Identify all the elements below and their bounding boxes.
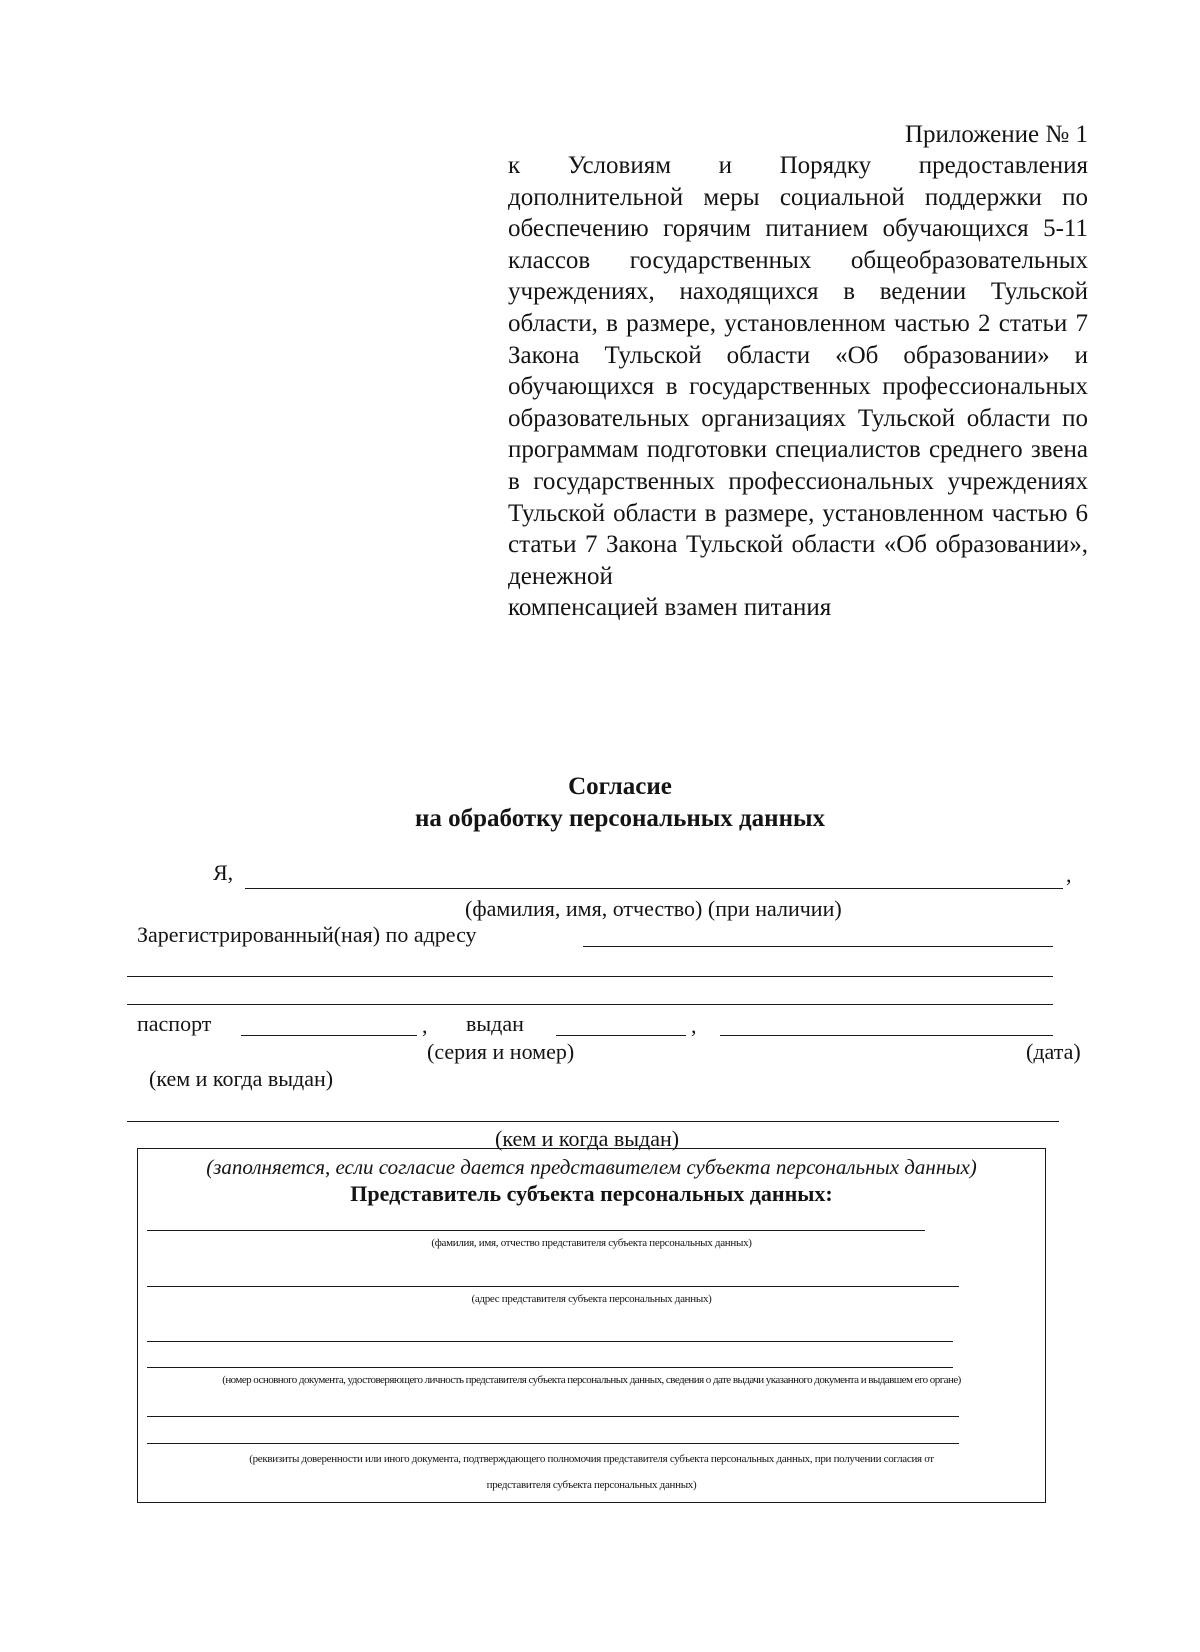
rep-fio-caption: (фамилия, имя, отчество представителя субъекта персональных данных) (431, 1237, 752, 1249)
annex-title: Приложение № 1 (904, 121, 1088, 148)
annex-body-main: к Условиям и Порядку предоставления дополнительной меры социальной поддержки по обеспечению горячим питанием обучающихся 5-11 классов государственных общеобразовательных учреждениях, находящихся в ведении Тульской области, в размере, установленном частью 2 статьи 7 Закона Тульской области «Об образовании» и обучающихся в государственных профессиональных образовательных организациях Тульской области по программам подготовки специалистов среднего звена в государственных профессиональных учреждениях Тульской области в размере, установленном частью 6 статьи 7 Закона Тульской области «Об образовании», денежной (508, 152, 1088, 590)
rep-authority-field-2[interactable] (147, 1443, 959, 1444)
i-label: Я, (213, 860, 234, 885)
fio-comma: , (1066, 862, 1072, 887)
consent-title: Согласие (568, 773, 672, 800)
passport-comma: , (422, 1013, 428, 1038)
passport-series-field[interactable] (241, 1035, 417, 1036)
fio-caption: (фамилия, имя, отчество) (при наличии) (465, 896, 842, 921)
series-caption: (серия и номер) (427, 1039, 575, 1064)
issued-label: выдан (466, 1011, 524, 1036)
rep-address-caption: (адрес представителя субъекта персональных данных) (471, 1293, 712, 1305)
issued-by-field-2[interactable] (127, 1121, 1059, 1122)
issued-by-field[interactable] (720, 1035, 1053, 1036)
rep-fio-field[interactable] (147, 1230, 925, 1231)
rep-authority-field-1[interactable] (147, 1416, 959, 1417)
rep-document-field-2[interactable] (147, 1367, 953, 1368)
representative-title: Представитель субъекта персональных данных: (350, 1181, 833, 1206)
address-field-1[interactable] (583, 946, 1053, 947)
annex-body-last: компенсацией взамен питания (508, 594, 832, 622)
date-caption: (дата) (1026, 1039, 1081, 1064)
fio-field[interactable] (245, 888, 1063, 889)
rep-document-field-1[interactable] (147, 1341, 953, 1342)
rep-authority-caption-2: представителя субъекта персональных данных) (486, 1479, 697, 1491)
representative-note: (заполняется, если согласие дается представителем субъекта персональных данных) (206, 1155, 977, 1179)
rep-address-field[interactable] (147, 1286, 959, 1287)
annex-body (508, 150, 1088, 624)
issue-date-field[interactable] (556, 1035, 686, 1036)
passport-label: паспорт (137, 1011, 212, 1036)
address-field-2[interactable] (127, 976, 1053, 977)
issued-by-caption-bottom: (кем и когда выдан) (495, 1126, 680, 1151)
address-field-3[interactable] (127, 1004, 1053, 1005)
issued-comma: , (691, 1013, 697, 1038)
address-label: Зарегистрированный(ная) по адресу (137, 922, 477, 947)
rep-authority-caption-1: (реквизиты доверенности или иного документа, подтверждающего полномочия представителя субъекта персональных данных, при получении согласия от (249, 1453, 934, 1465)
issued-by-caption-top: (кем и когда выдан) (149, 1066, 334, 1091)
consent-subtitle: на обработку персональных данных (415, 805, 825, 832)
rep-document-caption: (номер основного документа, удостоверяющего личность представителя субъекта персональных данных, сведения о дате выдачи указанного документа и выдавшем его органе) (222, 1374, 961, 1386)
